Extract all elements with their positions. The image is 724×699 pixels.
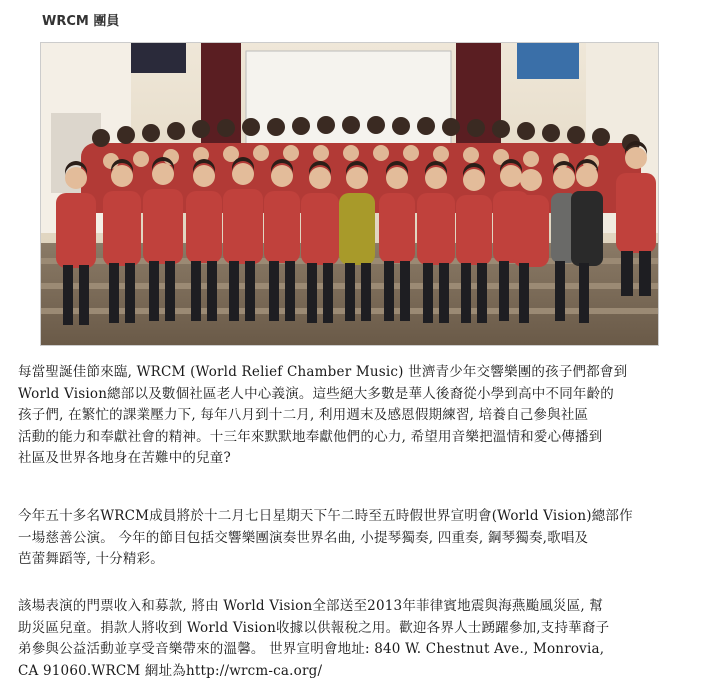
paragraph-line: CA 91060.WRCM 網址為http://wrcm-ca.org/ [18, 662, 323, 679]
paragraph-line: 弟參與公益活動並享受音樂帶來的溫馨。 世界宣明會地址: 840 W. Chestnut Ave., Monrovia, [18, 641, 605, 657]
paragraph-line: 孩子們, 在繁忙的課業壓力下, 每年八月到十二月, 利用週末及感恩假期練習, 培養自己參與社區 [18, 407, 589, 423]
paragraph-line: 今年五十多名WRCM成員將於十二月七日星期天下午二時至五時假世界宣明會(World Vision)總部作 [18, 508, 633, 524]
paragraph-line: 助災區兒童。捐款人將收到 World Vision收據以供報稅之用。歡迎各界人士踴躍參加,支持華裔子 [18, 619, 610, 636]
group-photo-icon [41, 43, 658, 345]
paragraph-line: 活動的能力和奉獻社會的精神。十三年來默默地奉獻他們的心力, 希望用音樂把溫情和愛心傳播到 [18, 428, 603, 445]
paragraph-event-intro [18, 362, 716, 470]
photo-caption: WRCM 團員 [42, 14, 120, 29]
paragraph-concert-program [18, 506, 716, 571]
group-photo [40, 42, 659, 346]
paragraph-line: 該場表演的門票收入和募款, 將由 World Vision全部送至2013年菲律賓地震與海燕颱風災區, 幫 [18, 598, 604, 614]
paragraph-donation-info [18, 596, 716, 682]
paragraph-line: 一場慈善公演。 今年的節目包括交響樂團演奏世界名曲, 小提琴獨奏, 四重奏, 鋼琴獨奏,歌唱及 [18, 529, 589, 546]
paragraph-line: 每當聖誕佳節來臨, WRCM (World Relief Chamber Music) 世濟青少年交響樂團的孩子們都會到 [18, 364, 628, 380]
paragraph-line: 芭蕾舞蹈等, 十分精彩。 [18, 551, 164, 567]
paragraph-line: World Vision總部以及數個社區老人中心義演。這些絕大多數是華人後裔從小學到高中不同年齡的 [18, 385, 614, 402]
paragraph-line: 社區及世界各地身在苦難中的兒童? [18, 450, 231, 466]
